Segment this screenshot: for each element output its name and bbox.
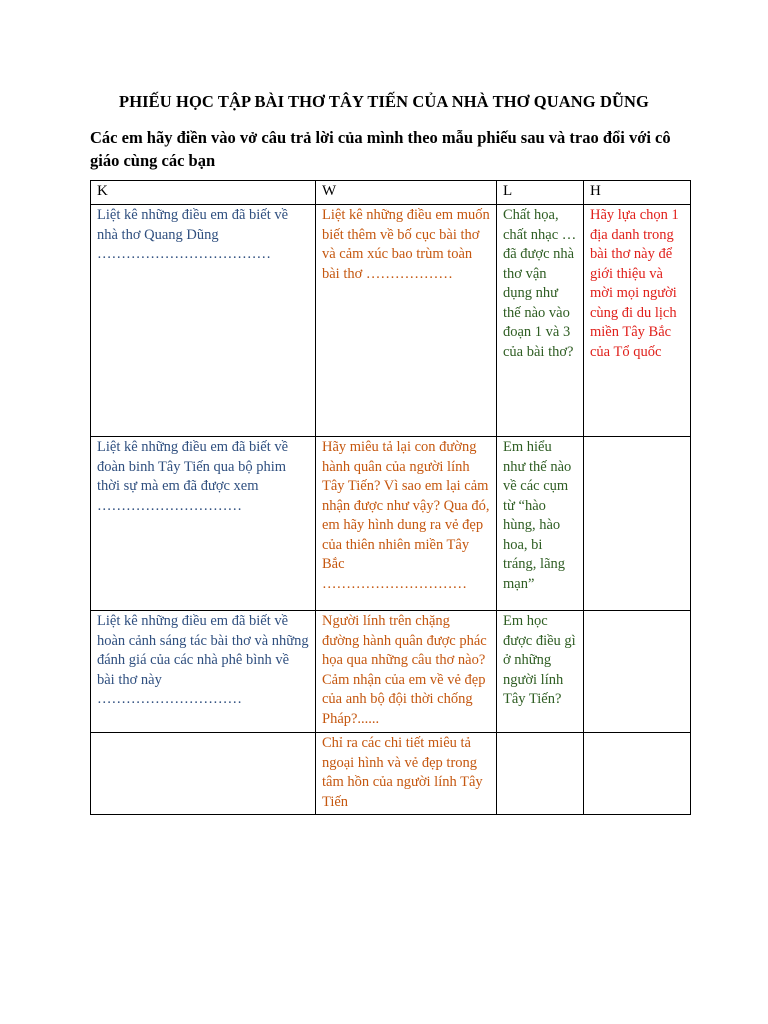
cell-w: Hãy miêu tả lại con đường hành quân của người lính Tây Tiến? Vì sao em lại cảm nhận được như vậy? Qua đó, em hãy hình dung ra vẻ đẹp của thiên nhiên miền Tây Bắc ………………………… xyxy=(316,437,497,611)
table-row xyxy=(91,611,691,733)
header-w: W xyxy=(316,181,497,205)
table-row xyxy=(91,437,691,611)
cell-h: Hãy lựa chọn 1 địa danh trong bài thơ này để giới thiệu và mời mọi người cùng đi du lịch miền Tây Bắc của Tổ quốc xyxy=(584,205,691,437)
cell-k xyxy=(91,733,316,815)
header-h: H xyxy=(584,181,691,205)
cell-k: Liệt kê những điều em đã biết về nhà thơ Quang Dũng ……………………………… xyxy=(91,205,316,437)
cell-l xyxy=(497,733,584,815)
cell-l: Em hiểu như thế nào về các cụm từ “hào hùng, hào hoa, bi tráng, lãng mạn” xyxy=(497,437,584,611)
instruction-text: Các em hãy điền vào vở câu trả lời của mình theo mẫu phiếu sau và trao đổi với cô giáo cùng các bạn xyxy=(90,128,671,170)
cell-l: Em học được điều gì ở những người lính Tây Tiến? xyxy=(497,611,584,733)
cell-h xyxy=(584,611,691,733)
table-row xyxy=(91,205,691,437)
cell-k: Liệt kê những điều em đã biết về hoàn cảnh sáng tác bài thơ và những đánh giá của các nhà phê bình về bài thơ này ………………………… xyxy=(91,611,316,733)
kwlh-table xyxy=(90,180,691,815)
header-k: K xyxy=(91,181,316,205)
cell-w: Người lính trên chặng đường hành quân được phác họa qua những câu thơ nào? Cảm nhận của em về vẻ đẹp của anh bộ đội thời chống Pháp?...... xyxy=(316,611,497,733)
cell-l: Chất họa, chất nhạc … đã được nhà thơ vận dụng như thế nào vào đoạn 1 và 3 của bài thơ? xyxy=(497,205,584,437)
cell-h xyxy=(584,437,691,611)
table-header-row xyxy=(91,181,691,205)
cell-h xyxy=(584,733,691,815)
table-row xyxy=(91,733,691,815)
cell-w: Chỉ ra các chi tiết miêu tả ngoại hình và vẻ đẹp trong tâm hồn của người lính Tây Tiến xyxy=(316,733,497,815)
cell-w: Liệt kê những điều em muốn biết thêm về bố cục bài thơ và cảm xúc bao trùm toàn bài thơ ……………… xyxy=(316,205,497,437)
header-l: L xyxy=(497,181,584,205)
cell-k: Liệt kê những điều em đã biết về đoàn binh Tây Tiến qua bộ phim thời sự mà em đã được xem ………………………… xyxy=(91,437,316,611)
document-title: PHIẾU HỌC TẬP BÀI THƠ TÂY TIẾN CỦA NHÀ THƠ QUANG DŨNG xyxy=(119,92,649,111)
